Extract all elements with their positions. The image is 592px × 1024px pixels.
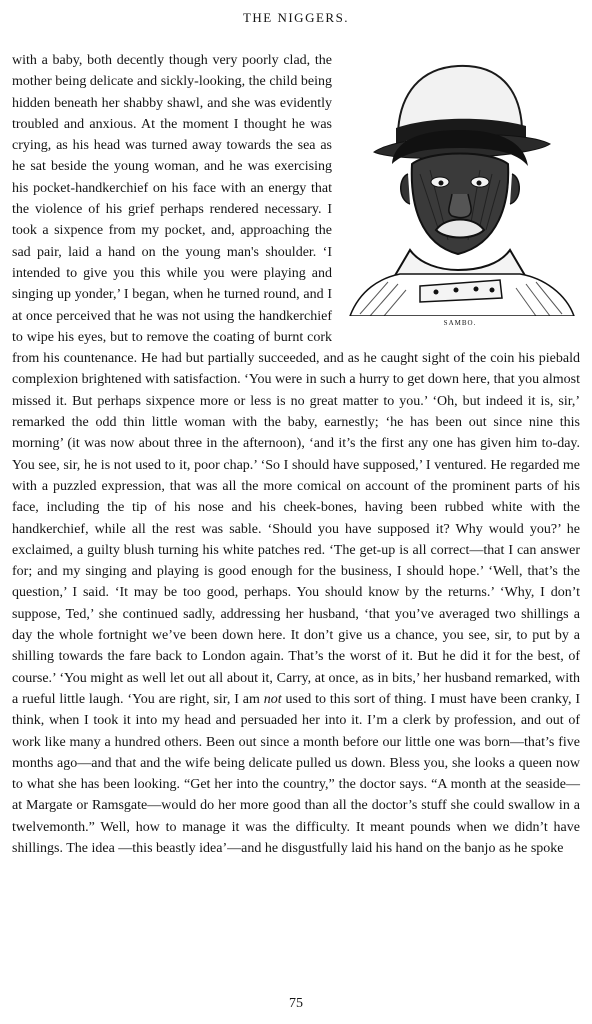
paragraph-text: with a baby, both decently though very poorly clad, the mother being delicate and sickly-looking, the child being hidden beneath her shabby shawl, and she was evidently troubled and anxious. At the moment I thought he was crying, as his head was turned away towards the sea as he sat beside the young woman, and he was exercising his pocket-handkerchief on his face with an energy that the violence of his grief perhaps rendered necessary. I took a sixpence from my pocket, and, approaching the sad pair, laid a hand on the young man's shoulder. ‘I intended to give you this while you were playing and singing up yonder,’ I began, when he turned round, and I at once perceived that he was not using the handkerchief to wipe his eyes, but to remove the coating of burnt cork from his countenance. He had but partially succeeded, and as he caught sight of the coin his piebald complexion brightened with satisfaction. ‘You were in such a hurry to get down here, that you almost missed it. But perhaps sixpence more or less is no great matter to you.’ ‘Oh, but indeed it is, sir,’ remarked the odd thin little woman with the baby, earnestly; ‘he has been out since nine this morning’ (it was now about three in the afternoon), ‘and it’s the first any one has given him to-day. You see, sir, he is not used to it, poor chap.’ ‘So I should have supposed,’ I ventured. He regarded me with a puzzled expression, that was all the more comical on account of the prominent parts of his face, including the tip of his nose and his cheek-bones, having been rubbed white with the handkerchief, while all the rest was sable. ‘Should you have supposed it? Why would you?’ he exclaimed, a guilty blush turning his white patches red. ‘The get-up is all correct—that I can answer for; and my singing and playing is good enough for the business, I should hope.’ ‘Well, that’s the question,’ I said. ‘It may be too good, perhaps. You should know by the returns.’ ‘Why, I don’t suppose, Ted,’ she continued sadly, addressing her husband, ‘that you’ve averaged two shillings a day the whole fortnight we’ve been down here. It don’t give us a chance, you see, sir, to put by a shilling towards the fare back to London again. That’s the worst of it. But he did it for the best, of course.’ ‘You might as well let out all about it, Carry, at once, as in bits,’ her husband remarked, with a rueful little laugh. ‘You are right, sir, I am	[12, 53, 580, 707]
body-text	[12, 50, 580, 859]
figure-caption: SAMBO.	[443, 318, 477, 327]
sambo-illustration	[340, 54, 580, 336]
page-number: 75	[289, 996, 303, 1011]
paragraph-text-continued: used to this sort of thing. I must have been cranky, I think, when I took it into my head and persuaded her into it. I’m a clerk by profession, and out of work like many a hundred others. Been out since a month before our little one was born—that’s five months ago—and that and the wife being delicate pulled us down. Bless you, she looks a queen now to what she has been looking. “Get her into the country,” the doctor says. “A month at the seaside—at Margate or Ramsgate—would do her more good than all the doctor’s stuff she could swallow in a twelvemonth.” Well, how to manage it was the difficulty. It meant pounds when we didn’t have shillings. The idea —this beastly idea’—and he disgustfully laid his hand on the banjo as he spoke	[12, 691, 580, 856]
emphasis-text: not	[263, 691, 282, 707]
portrait-engraving-icon	[340, 54, 580, 316]
running-header: THE NIGGERS.	[242, 10, 350, 25]
